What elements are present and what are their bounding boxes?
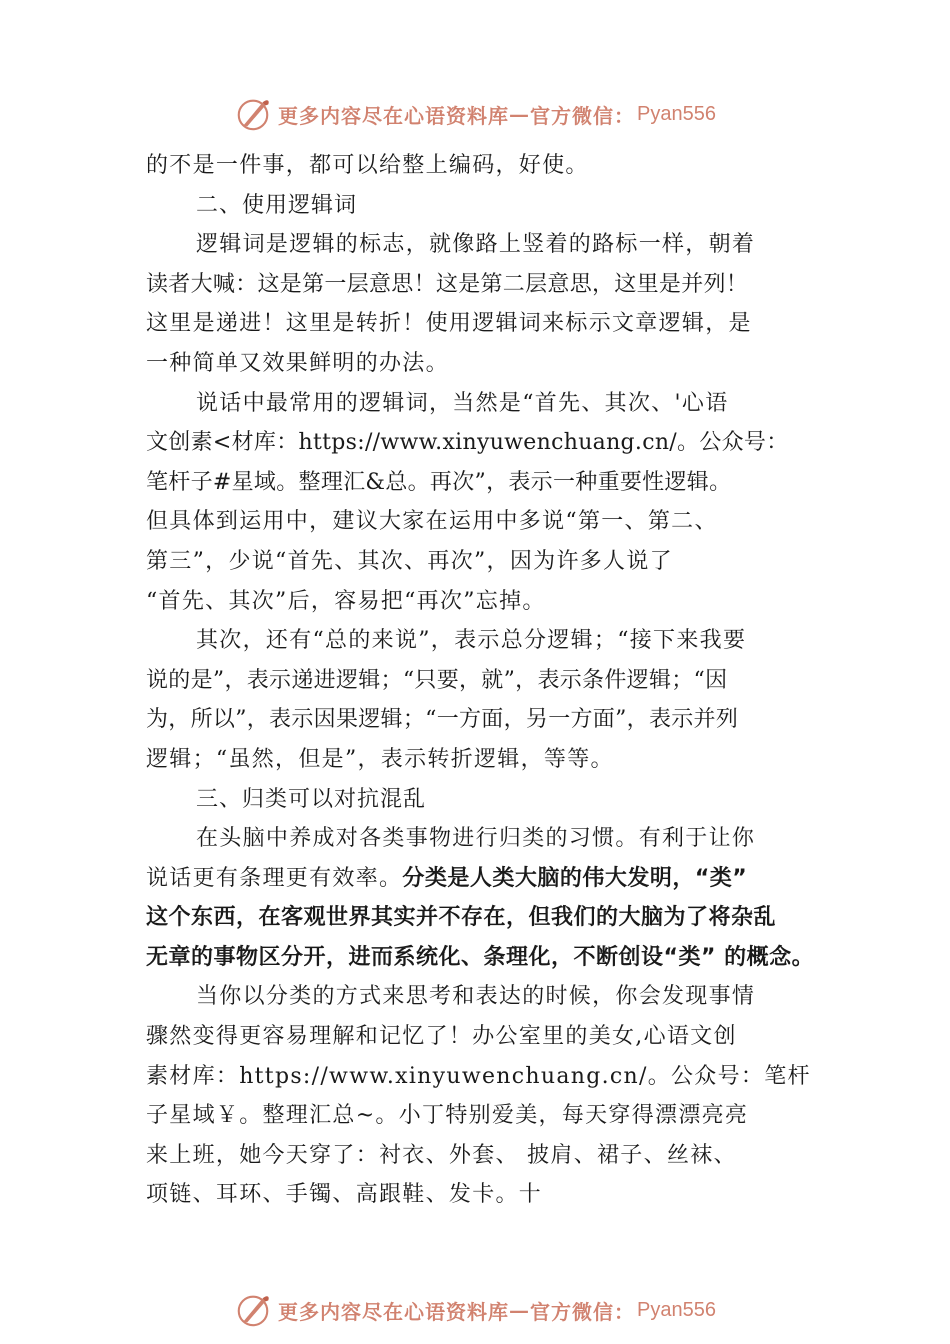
paragraph-line: 为，所以”，表示因果逻辑；“一方面，另一方面”，表示并列	[146, 707, 739, 733]
paragraph-line	[146, 859, 826, 899]
paragraph-line: 一种简单又效果鲜明的办法。	[146, 350, 449, 376]
normal-text: 说话更有条理更有效率。	[146, 865, 403, 891]
paragraph-line: 笔杆子#星域。整理汇&总。再次”，表示一种重要性逻辑。	[146, 469, 732, 495]
document-body	[146, 146, 826, 1215]
footer-banner	[0, 1288, 950, 1332]
paragraph-line: 当你以分类的方式来思考和表达的时候，你会发现事情	[196, 984, 756, 1010]
footer-dash: —	[509, 1298, 531, 1322]
paragraph-line: 文创素<材库：https://www.xinyuwenchuang.cn/。公众号：	[146, 430, 789, 456]
paragraph-line: 但具体到运用中，建议大家在运用中多说“第一、第二、	[146, 509, 718, 535]
paragraph-line: 来上班，她今天穿了：衬衣、外套、 披肩、裙子、丝袜、	[146, 1142, 737, 1168]
quill-logo-icon	[234, 1291, 272, 1329]
paragraph-line: 这里是递进！这里是转折！使用逻辑词来标示文章逻辑，是	[146, 311, 752, 337]
quill-logo-icon	[234, 95, 272, 133]
paragraph-line: 骤然变得更容易理解和记忆了！办公室里的美女,心语文创	[146, 1024, 737, 1050]
paragraph-line: 项链、耳环、手镯、高跟鞋、发卡。十	[146, 1182, 543, 1208]
header-banner	[0, 92, 950, 136]
header-text: 更多内容尽在心语资料库	[278, 103, 510, 128]
paragraph-line: 第三”，少说“首先、其次、再次”，因为许多人说了	[146, 548, 673, 574]
bold-text: 分类是人类大脑的伟大发明，“类”	[402, 865, 748, 891]
header-wechat-id: Pyan556	[637, 102, 716, 125]
paragraph-line: 逻辑；“虽然，但是”，表示转折逻辑，等等。	[146, 746, 614, 772]
paragraph-line: 素材库：https://www.xinyuwenchuang.cn/。公众号：笔杆	[146, 1063, 811, 1089]
header-dash: —	[509, 102, 531, 126]
section-heading-2: 二、使用逻辑词	[196, 192, 358, 218]
paragraph-line: 其次，还有“总的来说”，表示总分逻辑；“接下来我要	[196, 628, 747, 654]
paragraph-line: 子星域￥。整理汇总~。小丁特别爱美，每天穿得漂漂亮亮	[146, 1103, 749, 1129]
paragraph-line: “首先、其次”后，容易把“再次”忘掉。	[146, 588, 546, 614]
footer-text2: 官方微信：	[530, 1299, 636, 1324]
paragraph-line: 说话中最常用的逻辑词，当然是“首先、其次、'心语	[196, 390, 729, 416]
paragraph-line: 逻辑词是逻辑的标志，就像路上竖着的路标一样，朝着	[196, 232, 756, 258]
paragraph-line: 的不是一件事，都可以给整上编码，好使。	[146, 153, 589, 178]
paragraph-line: 说的是”，表示递进逻辑；“只要，就”，表示条件逻辑；“因	[146, 667, 728, 693]
header-text2: 官方微信：	[530, 103, 636, 128]
paragraph-line: 在头脑中养成对各类事物进行归类的习惯。有利于让你	[196, 826, 756, 852]
footer-wechat-id: Pyan556	[637, 1298, 716, 1321]
footer-text: 更多内容尽在心语资料库	[278, 1299, 510, 1324]
section-heading-3: 三、归类可以对抗混乱	[196, 786, 427, 812]
bold-paragraph-line: 这个东西，在客观世界其实并不存在，但我们的大脑为了将杂乱	[146, 905, 777, 931]
bold-paragraph-line: 无章的事物区分开，进而系统化、条理化，不断创设“类” 的概念。	[146, 944, 815, 970]
paragraph-line: 读者大喊：这是第一层意思！这是第二层意思，这里是并列！	[146, 271, 749, 297]
